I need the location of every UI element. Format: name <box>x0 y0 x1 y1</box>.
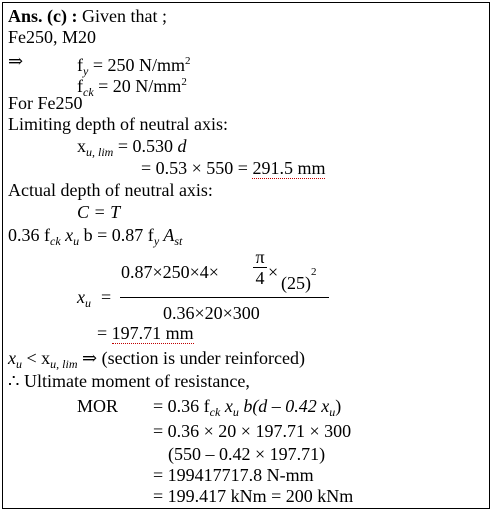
fraction-numerator-c: $(25)^2$ <box>281 266 317 293</box>
answer-header <box>8 6 167 26</box>
xu-lhs: $x_u$ <box>77 287 91 310</box>
fraction-bar <box>120 297 329 298</box>
xulim-result: 291.5 mm <box>252 158 326 178</box>
mor-lever-arm: (550 – 0.42 × 197.71) <box>168 444 326 464</box>
mor-result-knm: = 199.417 kNm = 200 kNm <box>153 486 354 506</box>
mor-result-nmm: = 199417717.8 N-mm <box>153 465 314 485</box>
equals-sign: = <box>101 287 112 307</box>
comparison-line: $x_u < x_{u, lim}$ ⇒ (section is under reinforced) <box>8 348 305 371</box>
xulim-equation: $x_{u, lim} = 0.530$ d <box>77 136 187 159</box>
equilibrium-eq: C = T <box>77 202 121 222</box>
answer-label: Ans. (c) : <box>8 6 78 26</box>
mor-substitution: = 0.36 × 20 × 197.71 × 300 <box>153 421 352 441</box>
materials-line: Fe250, M20 <box>8 27 97 47</box>
steel-grade-line: For Fe250 <box>8 93 83 113</box>
fck-line: $f_{ck} = 20$ $N/mm^2$ <box>77 76 187 99</box>
mor-formula: = 0.36 $f_{ck}$ $x_u$ b(d – 0.42 $x_u$) <box>153 396 342 419</box>
actual-depth-heading: Actual depth of neutral axis: <box>8 180 213 200</box>
fraction-numerator-b: × <box>268 262 279 282</box>
limiting-depth-heading: Limiting depth of neutral axis: <box>8 114 228 134</box>
fraction-numerator-a: 0.87×250×4× <box>121 262 219 282</box>
xu-value: = 197.71 mm <box>97 323 194 343</box>
fraction-denominator: 0.36×20×300 <box>163 303 260 323</box>
xu-result: 197.71 mm <box>111 323 194 343</box>
pi-over-four: π 4 <box>253 248 267 287</box>
fy-line: $f_y = 250$ $N/mm^2$ <box>77 55 191 78</box>
xulim-value: = 0.53 × 550 = 291.5 mm <box>141 158 326 178</box>
moment-heading: ∴ Ultimate moment of resistance, <box>8 371 250 391</box>
given-text: Given that ; <box>77 6 167 26</box>
implies-arrow: ⇒ <box>8 51 24 71</box>
force-balance-eq: 0.36 $f_{ck}$ $x_u$ b = 0.87 $f_y$ $A_{st}$ <box>8 225 183 248</box>
mor-label: MOR <box>77 396 119 416</box>
